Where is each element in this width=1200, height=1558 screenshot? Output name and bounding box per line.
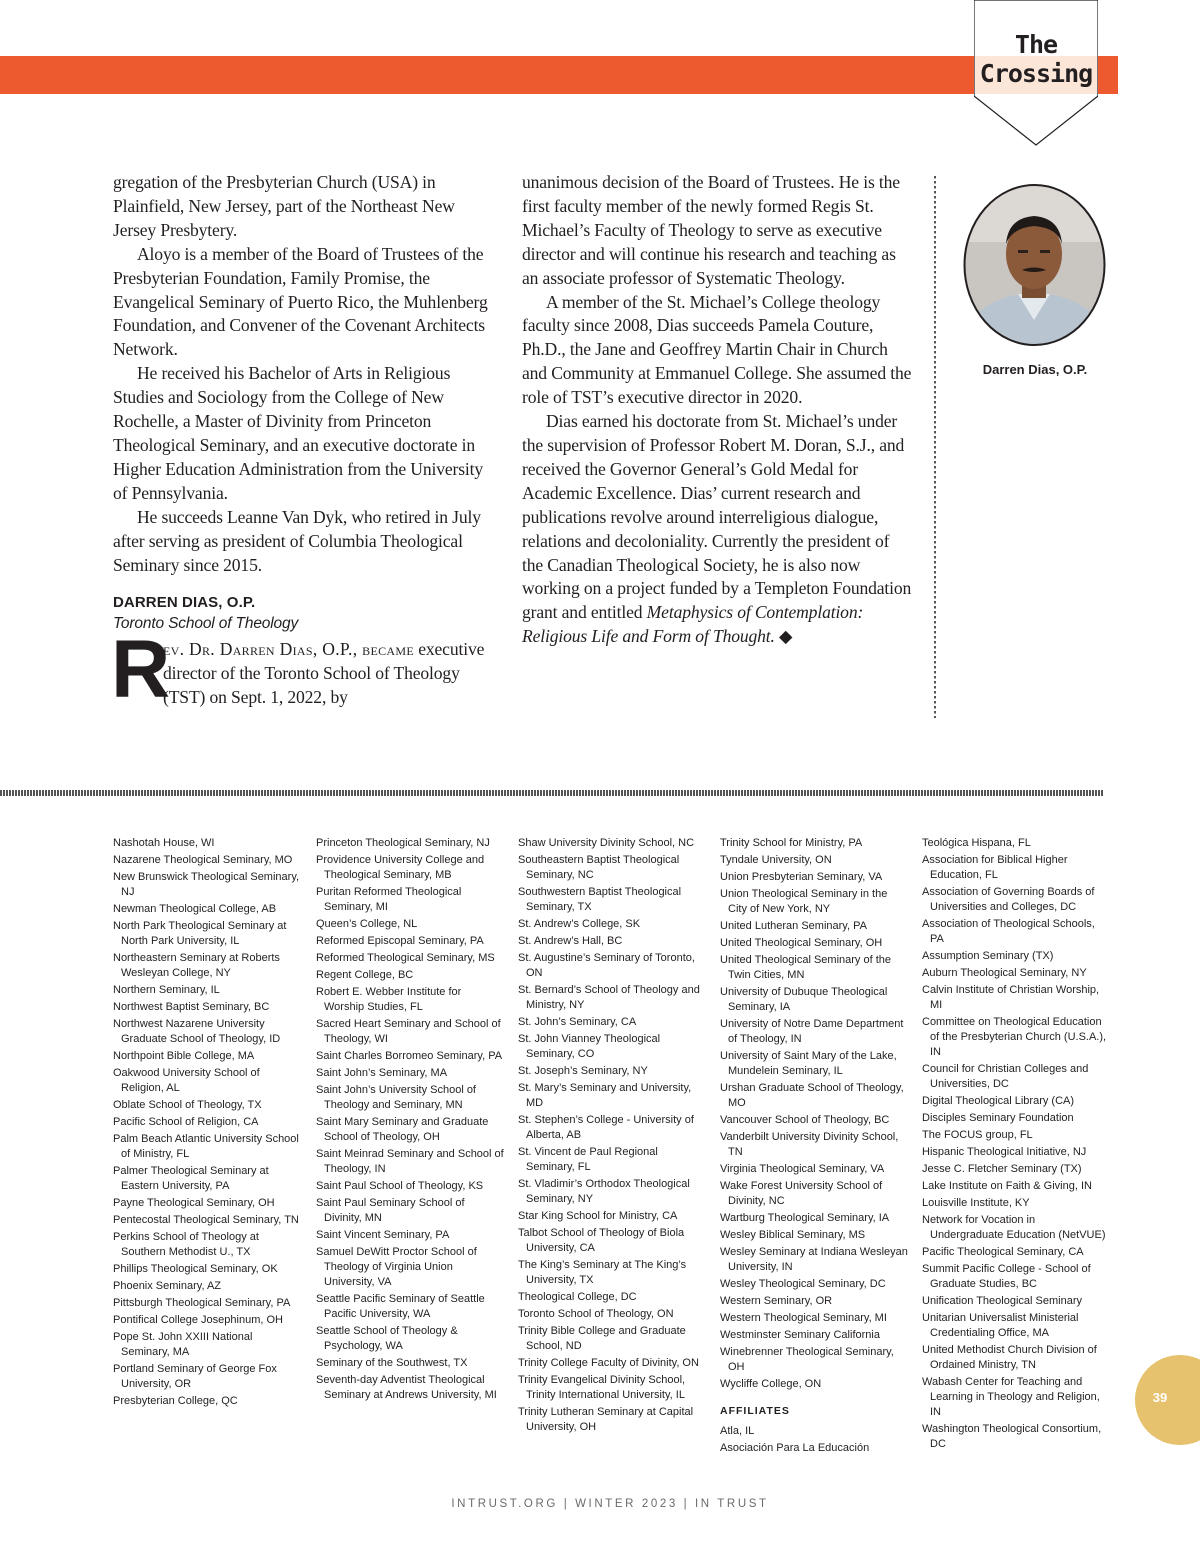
- lead-paragraph: [111, 624, 493, 716]
- portrait-illustration: [962, 182, 1107, 348]
- lead-text: executive director of the Toronto School of Theology (TST) on Sept. 1, 2022, by: [163, 639, 485, 708]
- list-item: Providence University College and Theological Seminary, MB: [316, 854, 485, 881]
- article-column-right: [522, 171, 912, 649]
- section-title: The Crossing: [979, 30, 1093, 88]
- list-item: Trinity College Faculty of Divinity, ON: [518, 1357, 699, 1369]
- list-item: Talbot School of Theology of Biola University, CA: [518, 1227, 685, 1254]
- list-item: Washington Theological Consortium, DC: [922, 1423, 1102, 1450]
- list-item: Disciples Seminary Foundation: [922, 1112, 1074, 1124]
- list-item: The FOCUS group, FL: [922, 1129, 1033, 1141]
- list-item: Saint Paul Seminary School of Divinity, MN: [316, 1197, 465, 1224]
- list-item: Teológica Hispana, FL: [922, 837, 1031, 849]
- list-item: Southeastern Baptist Theological Seminary, NC: [518, 854, 680, 881]
- list-item: Pontifical College Josephinum, OH: [113, 1314, 283, 1326]
- profile-institution: Toronto School of Theology: [113, 615, 299, 633]
- institution-list-col4: [720, 836, 908, 1458]
- list-item: Union Presbyterian Seminary, VA: [720, 871, 883, 883]
- list-item: St. Andrew’s Hall, BC: [518, 935, 623, 947]
- list-item: Oakwood University School of Religion, AL: [113, 1067, 260, 1094]
- list-item: Princeton Theological Seminary, NJ: [316, 837, 490, 849]
- list-item: St. Andrew’s College, SK: [518, 918, 641, 930]
- list-item: Pacific Theological Seminary, CA: [922, 1246, 1084, 1258]
- list-item: Saint Vincent Seminary, PA: [316, 1229, 450, 1241]
- list-item: St. Joseph’s Seminary, NY: [518, 1065, 648, 1077]
- list-item: Jesse C. Fletcher Seminary (TX): [922, 1163, 1082, 1175]
- list-item: Presbyterian College, QC: [113, 1395, 238, 1407]
- list-item: University of Dubuque Theological Seminary, IA: [720, 986, 888, 1013]
- list-item: Wartburg Theological Seminary, IA: [720, 1212, 890, 1224]
- list-item: Wesley Biblical Seminary, MS: [720, 1229, 866, 1241]
- list-item: Atla, IL: [720, 1425, 755, 1437]
- paragraph: gregation of the Presbyterian Church (USA) in Plainfield, New Jersey, part of the Northeast New Jersey Presbytery.: [113, 172, 455, 240]
- list-item: Vancouver School of Theology, BC: [720, 1114, 890, 1126]
- list-item: Sacred Heart Seminary and School of Theology, WI: [316, 1018, 501, 1045]
- list-item: University of Notre Dame Department of Theology, IN: [720, 1018, 904, 1045]
- list-item: Trinity Bible College and Graduate School, ND: [518, 1325, 686, 1352]
- list-item: New Brunswick Theological Seminary, NJ: [113, 871, 300, 898]
- list-item: Regent College, BC: [316, 969, 414, 981]
- list-item: Nazarene Theological Seminary, MO: [113, 854, 293, 866]
- list-item: Union Theological Seminary in the City of New York, NY: [720, 888, 888, 915]
- list-item: Wesley Theological Seminary, DC: [720, 1278, 886, 1290]
- list-item: Seminary of the Southwest, TX: [316, 1357, 468, 1369]
- list-item: Saint Charles Borromeo Seminary, PA: [316, 1050, 503, 1062]
- institution-list-col5: [922, 836, 1110, 1454]
- list-item: Calvin Institute of Christian Worship, MI: [922, 984, 1100, 1011]
- list-item: Northeastern Seminary at Roberts Wesleyan College, NY: [113, 952, 280, 979]
- list-item: St. John Vianney Theological Seminary, CO: [518, 1033, 661, 1060]
- list-item: United Theological Seminary of the Twin Cities, MN: [720, 954, 892, 981]
- photo-caption: Darren Dias, O.P.: [982, 362, 1088, 377]
- list-item: Star King School for Ministry, CA: [518, 1210, 678, 1222]
- list-item: Network for Vocation in Undergraduate Education (NetVUE): [922, 1214, 1106, 1241]
- list-item: Western Theological Seminary, MI: [720, 1312, 887, 1324]
- list-item: Virginia Theological Seminary, VA: [720, 1163, 885, 1175]
- list-item: North Park Theological Seminary at North Park University, IL: [113, 920, 287, 947]
- section-tag: [974, 0, 1098, 146]
- list-item: St. Mary’s Seminary and University, MD: [518, 1082, 692, 1109]
- list-item: Northpoint Bible College, MA: [113, 1050, 255, 1062]
- institution-list-col3: [518, 836, 706, 1437]
- list-item: Urshan Graduate School of Theology, MO: [720, 1082, 904, 1109]
- affiliates-heading: AFFILIATES: [720, 1405, 790, 1417]
- paragraph: He succeeds Leanne Van Dyk, who retired in July after serving as president of Columbia Theological Seminary since 2015.: [113, 506, 481, 575]
- list-item: Association of Theological Schools, PA: [922, 918, 1095, 945]
- end-mark: ◆: [774, 626, 793, 647]
- list-item: Hispanic Theological Initiative, NJ: [922, 1146, 1087, 1158]
- list-item: Saint John’s Seminary, MA: [316, 1067, 448, 1079]
- list-item: Saint Paul School of Theology, KS: [316, 1180, 484, 1192]
- list-item: Westminster Seminary California: [720, 1329, 880, 1341]
- list-item: Theological College, DC: [518, 1291, 637, 1303]
- list-item: Asociación Para La Educación: [720, 1442, 870, 1454]
- list-item: The King’s Seminary at The King’s University, TX: [518, 1259, 687, 1286]
- list-item: Association for Biblical Higher Education, FL: [922, 854, 1068, 881]
- paragraph-text: Dias earned his doctorate from St. Michael’s under the supervision of Professor Robert M. Doran, S.J., and received the Governor General’s Gold Medal for Academic Excellence. Dias’ current research and publications revolve around interreligious dialogue, relations and decoloniality. Currently the president of the Canadian Theological Society, he is also now working on a project funded by a Templeton Foundation grant and entitled: [522, 411, 912, 623]
- list-item: Tyndale University, ON: [720, 854, 832, 866]
- list-item: Unitarian Universalist Ministerial Credentialing Office, MA: [922, 1312, 1079, 1339]
- drop-cap: R: [111, 624, 171, 716]
- list-item: United Theological Seminary, OH: [720, 937, 883, 949]
- list-item: Reformed Episcopal Seminary, PA: [316, 935, 484, 947]
- list-item: Robert E. Webber Institute for Worship Studies, FL: [316, 986, 462, 1013]
- page-footer: INTRUST.ORG | WINTER 2023 | IN TRUST: [451, 1498, 769, 1510]
- list-item: Louisville Institute, KY: [922, 1197, 1030, 1209]
- list-item: Pittsburgh Theological Seminary, PA: [113, 1297, 291, 1309]
- list-item: Western Seminary, OR: [720, 1295, 833, 1307]
- list-item: Northwest Nazarene University Graduate School of Theology, ID: [113, 1018, 281, 1045]
- paragraph: unanimous decision of the Board of Trustees. He is the first faculty member of the newly formed Regis St. Michael’s Faculty of Theology to serve as executive director and will continue his research and teaching as an associate professor of Systematic Theology.: [522, 172, 900, 288]
- list-item: Nashotah House, WI: [113, 837, 215, 849]
- list-item: Queen’s College, NL: [316, 918, 418, 930]
- list-item: Phoenix Seminary, AZ: [113, 1280, 222, 1292]
- page-number: 39: [1152, 1390, 1168, 1405]
- list-item: Saint John’s University School of Theology and Seminary, MN: [316, 1084, 476, 1111]
- list-item: Palmer Theological Seminary at Eastern University, PA: [113, 1165, 269, 1192]
- list-item: Summit Pacific College - School of Graduate Studies, BC: [922, 1263, 1091, 1290]
- grant-title: Metaphysics of Contemplation: Religious Life and Form of Thought.: [522, 602, 864, 647]
- list-item: Toronto School of Theology, ON: [518, 1308, 674, 1320]
- list-item: St. Augustine’s Seminary of Toronto, ON: [518, 952, 695, 979]
- list-item: Wycliffe College, ON: [720, 1378, 822, 1390]
- list-item: Saint Meinrad Seminary and School of Theology, IN: [316, 1148, 504, 1175]
- list-item: Wake Forest University School of Divinity, NC: [720, 1180, 883, 1207]
- list-item: Reformed Theological Seminary, MS: [316, 952, 495, 964]
- list-item: Trinity School for Ministry, PA: [720, 837, 863, 849]
- list-item: Perkins School of Theology at Southern Methodist U., TX: [113, 1231, 259, 1258]
- list-item: Puritan Reformed Theological Seminary, MI: [316, 886, 462, 913]
- list-item: Seattle School of Theology & Psychology, WA: [316, 1325, 458, 1352]
- list-item: Phillips Theological Seminary, OK: [113, 1263, 278, 1275]
- lead-smallcaps: ev. Dr. Darren Dias, O.P., became: [163, 639, 414, 660]
- list-item: Northern Seminary, IL: [113, 984, 220, 996]
- list-item: Seattle Pacific Seminary of Seattle Pacific University, WA: [316, 1293, 485, 1320]
- list-item: Lake Institute on Faith & Giving, IN: [922, 1180, 1092, 1192]
- sidebar-divider: [934, 176, 936, 718]
- list-item: Association of Governing Boards of Universities and Colleges, DC: [922, 886, 1095, 913]
- list-item: Vanderbilt University Divinity School, TN: [720, 1131, 899, 1158]
- list-item: United Lutheran Seminary, PA: [720, 920, 867, 932]
- paragraph: He received his Bachelor of Arts in Religious Studies and Sociology from the College of New Rochelle, a Master of Divinity from Princeton Theological Seminary, and an executive doctorate in Higher Education Administration from the University of Pennsylvania.: [113, 363, 484, 503]
- list-item: Palm Beach Atlantic University School of Ministry, FL: [113, 1133, 299, 1160]
- list-item: Seventh-day Adventist Theological Seminary at Andrews University, MI: [316, 1374, 497, 1401]
- list-item: Payne Theological Seminary, OH: [113, 1197, 275, 1209]
- list-item: Saint Mary Seminary and Graduate School of Theology, OH: [316, 1116, 489, 1143]
- list-item: Shaw University Divinity School, NC: [518, 837, 695, 849]
- list-item: Council for Christian Colleges and Universities, DC: [922, 1063, 1089, 1090]
- article-column-left: [111, 171, 493, 716]
- list-item: Unification Theological Seminary: [922, 1295, 1082, 1307]
- list-item: Portland Seminary of George Fox University, OR: [113, 1363, 277, 1390]
- list-item: St. John’s Seminary, CA: [518, 1016, 637, 1028]
- list-item: University of Saint Mary of the Lake, Mundelein Seminary, IL: [720, 1050, 897, 1077]
- list-item: Southwestern Baptist Theological Seminary, TX: [518, 886, 682, 913]
- section-divider: [0, 790, 1104, 796]
- portrait-photo: [962, 182, 1107, 348]
- list-item: Samuel DeWitt Proctor School of Theology of Virginia Union University, VA: [316, 1246, 477, 1288]
- list-item: Assumption Seminary (TX): [922, 950, 1054, 962]
- list-item: Wesley Seminary at Indiana Wesleyan University, IN: [720, 1246, 908, 1273]
- list-item: Newman Theological College, AB: [113, 903, 277, 915]
- list-item: St. Bernard’s School of Theology and Ministry, NY: [518, 984, 700, 1011]
- list-item: Trinity Evangelical Divinity School, Trinity International University, IL: [518, 1374, 686, 1401]
- list-item: Committee on Theological Education of the Presbyterian Church (U.S.A.), IN: [922, 1016, 1107, 1058]
- list-item: Northwest Baptist Seminary, BC: [113, 1001, 270, 1013]
- profile-heading: DARREN DIAS, O.P.: [113, 594, 256, 612]
- paragraph: A member of the St. Michael’s College theology faculty since 2008, Dias succeeds Pamela Couture, Ph.D., the Jane and Geoffrey Martin Chair in Church and Community at Emmanuel College. She assumed the role of TST’s executive director in 2020.: [522, 291, 912, 408]
- list-item: St. Stephen’s College - University of Alberta, AB: [518, 1114, 694, 1141]
- list-item: Pacific School of Religion, CA: [113, 1116, 259, 1128]
- institution-list-col1: [113, 836, 301, 1411]
- list-item: Auburn Theological Seminary, NY: [922, 967, 1087, 979]
- list-item: St. Vincent de Paul Regional Seminary, FL: [518, 1146, 658, 1173]
- paragraph: Aloyo is a member of the Board of Trustees of the Presbyterian Foundation, Family Promise, the Evangelical Seminary of Puerto Rico, the Muhlenberg Foundation, and Convener of the Covenant Architects Network.: [113, 243, 488, 360]
- list-item: St. Vladimir’s Orthodox Theological Seminary, NY: [518, 1178, 690, 1205]
- header-accent-bar: [0, 56, 1118, 94]
- paragraph: [522, 410, 912, 649]
- list-item: Oblate School of Theology, TX: [113, 1099, 262, 1111]
- list-item: United Methodist Church Division of Ordained Ministry, TN: [922, 1344, 1097, 1371]
- list-item: Digital Theological Library (CA): [922, 1095, 1075, 1107]
- list-item: Pentecostal Theological Seminary, TN: [113, 1214, 299, 1226]
- list-item: Winebrenner Theological Seminary, OH: [720, 1346, 894, 1373]
- institution-list-col2: [316, 836, 504, 1405]
- list-item: Wabash Center for Teaching and Learning in Theology and Religion, IN: [922, 1376, 1100, 1418]
- list-item: Pope St. John XXIII National Seminary, MA: [113, 1331, 253, 1358]
- list-item: Trinity Lutheran Seminary at Capital University, OH: [518, 1406, 694, 1433]
